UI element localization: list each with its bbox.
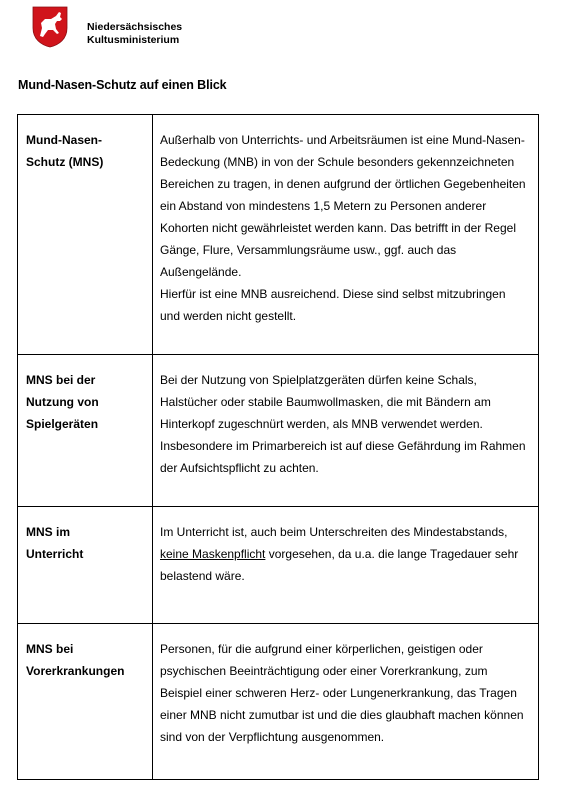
text-line: psychischen Beeinträchtigung oder einer Vorerkrankung, zum [160,664,488,678]
label-line: Unterricht [26,547,84,561]
document-title: Mund-Nasen-Schutz auf einen Blick [18,78,227,92]
label-line: Mund-Nasen- [26,133,102,147]
text-line: Personen, für die aufgrund einer körperlichen, geistigen oder [160,642,483,656]
keine-maskenpflicht-emphasis: keine Maskenpflicht [160,547,266,561]
lower-saxony-horse-crest-icon [32,6,68,48]
row-label [18,355,153,507]
text-line: Außengelände. [160,265,242,279]
text-line [160,543,532,565]
label-line: Nutzung von [26,395,99,409]
label-line: MNS bei [26,642,74,656]
text-line: Halstücher oder stabile Baumwollmasken, die mit Bändern am [160,395,491,409]
text-line: Gänge, Flure, Versammlungsräume usw., ggf. auch das [160,243,457,257]
ministry-line-1: Niedersächsisches [87,21,183,33]
text-line: ein Abstand von mindestens 1,5 Metern zu Personen anderer [160,199,487,213]
label-line: Spielgeräten [26,417,99,431]
table-row [18,507,539,624]
row-label [18,115,153,355]
page-header [32,6,183,48]
info-table [17,114,539,780]
text-line: Kohorten nicht gewährleistet werden kann. Das betrifft in der Regel [160,221,516,235]
table-row [18,115,539,355]
text-line: einer MNB nicht zumutbar ist und die dies glaubhaft machen können [160,708,524,722]
row-text [153,507,539,624]
text-line: Außerhalb von Unterrichts- und Arbeitsräumen ist eine Mund-Nasen- [160,133,525,147]
table-row [18,624,539,780]
row-text [153,624,539,780]
text-line: belastend wäre. [160,569,245,583]
ministry-line-2: Kultusministerium [87,34,180,46]
row-text [153,355,539,507]
row-label [18,624,153,780]
ministry-name [87,21,182,47]
text-line: Im Unterricht ist, auch beim Unterschreiten des Mindestabstands, [160,525,508,539]
table-row [18,355,539,507]
label-line: MNS bei der [26,373,96,387]
text-line: Bedeckung (MNB) in von der Schule besonders gekennzeichneten [160,155,515,169]
text-line: Hierfür ist eine MNB ausreichend. Diese sind selbst mitzubringen [160,287,506,301]
text-line: Hinterkopf zugeschnürt werden, als MNB verwendet werden. [160,417,483,431]
label-line: MNS im [26,525,71,539]
text-line: Beispiel einer schweren Herz- oder Lungenerkrankung, das Tragen [160,686,517,700]
row-label [18,507,153,624]
text-line: Bereichen zu tragen, in denen aufgrund der örtlichen Gegebenheiten [160,177,526,191]
row-text [153,115,539,355]
text-line: Bei der Nutzung von Spielplatzgeräten dürfen keine Schals, [160,373,477,387]
text-line: der Aufsichtspflicht zu achten. [160,461,319,475]
text-line: und werden nicht gestellt. [160,309,297,323]
label-line: Schutz (MNS) [26,155,104,169]
label-line: Vorerkrankungen [26,664,125,678]
text-fragment: vorgesehen, da u.a. die lange Tragedauer sehr [265,547,519,561]
text-line: Insbesondere im Primarbereich ist auf diese Gefährdung im Rahmen [160,439,526,453]
text-line: sind von der Verpflichtung ausgenommen. [160,730,385,744]
